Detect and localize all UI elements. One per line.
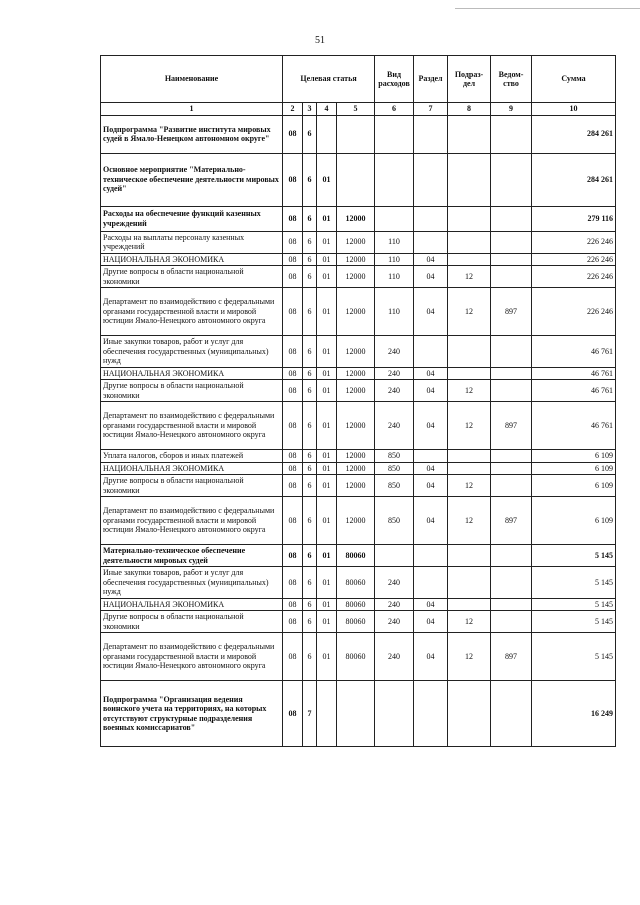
target-code-event: [317, 681, 337, 747]
subsection-code: [448, 367, 491, 380]
expense-type-code: 240: [375, 402, 414, 450]
table-row: [101, 206, 616, 231]
target-code-subprogram: 6: [303, 497, 317, 545]
target-code-event: 01: [317, 567, 337, 599]
target-code-direction: 12000: [337, 206, 375, 231]
section-code: 04: [414, 598, 448, 611]
target-code-subprogram: 6: [303, 462, 317, 475]
expense-type-code: 240: [375, 633, 414, 681]
table-row: [101, 402, 616, 450]
row-name: Другие вопросы в области национальной экономики: [101, 475, 283, 497]
target-code-program: 08: [283, 497, 303, 545]
department-code: [491, 253, 532, 266]
target-code-event: 01: [317, 288, 337, 336]
target-code-subprogram: 6: [303, 380, 317, 402]
row-sum: 5 145: [532, 598, 616, 611]
target-code-subprogram: 6: [303, 611, 317, 633]
table-row: [101, 153, 616, 206]
target-code-program: 08: [283, 206, 303, 231]
expense-type-code: [375, 115, 414, 153]
row-sum: 5 145: [532, 633, 616, 681]
expense-type-code: [375, 681, 414, 747]
target-code-program: 08: [283, 545, 303, 567]
department-code: [491, 380, 532, 402]
target-code-program: 08: [283, 681, 303, 747]
department-code: [491, 567, 532, 599]
target-code-subprogram: 6: [303, 402, 317, 450]
target-code-subprogram: 6: [303, 153, 317, 206]
target-code-program: 08: [283, 633, 303, 681]
target-code-subprogram: 7: [303, 681, 317, 747]
header-sum: Сумма: [532, 56, 616, 103]
row-name: Уплата налогов, сборов и иных платежей: [101, 450, 283, 463]
department-code: [491, 462, 532, 475]
target-code-direction: 12000: [337, 497, 375, 545]
department-code: [491, 681, 532, 747]
row-name: НАЦИОНАЛЬНАЯ ЭКОНОМИКА: [101, 367, 283, 380]
row-sum: 6 109: [532, 475, 616, 497]
table-row: [101, 497, 616, 545]
section-code: 04: [414, 611, 448, 633]
table-row: [101, 598, 616, 611]
row-sum: 226 246: [532, 253, 616, 266]
target-code-subprogram: 6: [303, 206, 317, 231]
target-code-event: 01: [317, 153, 337, 206]
subsection-code: 12: [448, 633, 491, 681]
target-code-direction: 12000: [337, 266, 375, 288]
header-target-article: Целевая статья: [283, 56, 375, 103]
table-row: [101, 567, 616, 599]
department-code: [491, 266, 532, 288]
row-name: Иные закупки товаров, работ и услуг для обеспечения государственных (муниципальных) нужд: [101, 567, 283, 599]
row-name: Департамент по взаимодействию с федеральными органами государственной власти и мировой юстиции Ямало-Ненецкого автономного округа: [101, 402, 283, 450]
section-code: [414, 206, 448, 231]
table-row: [101, 633, 616, 681]
target-code-event: 01: [317, 598, 337, 611]
target-code-program: 08: [283, 336, 303, 368]
target-code-subprogram: 6: [303, 598, 317, 611]
department-code: 897: [491, 633, 532, 681]
target-code-program: 08: [283, 380, 303, 402]
target-code-program: 08: [283, 288, 303, 336]
table-row: [101, 367, 616, 380]
target-code-program: 08: [283, 231, 303, 253]
row-sum: 46 761: [532, 380, 616, 402]
target-code-event: 01: [317, 336, 337, 368]
target-code-subprogram: 6: [303, 367, 317, 380]
target-code-direction: 12000: [337, 253, 375, 266]
target-code-program: 08: [283, 115, 303, 153]
target-code-program: 08: [283, 266, 303, 288]
section-code: [414, 153, 448, 206]
section-code: 04: [414, 475, 448, 497]
column-number: 9: [491, 103, 532, 116]
subsection-code: [448, 253, 491, 266]
section-code: 04: [414, 367, 448, 380]
target-code-event: 01: [317, 545, 337, 567]
table-row: [101, 611, 616, 633]
target-code-direction: 12000: [337, 462, 375, 475]
target-code-direction: 80060: [337, 611, 375, 633]
target-code-subprogram: 6: [303, 545, 317, 567]
row-sum: 284 261: [532, 115, 616, 153]
expense-type-code: 240: [375, 567, 414, 599]
target-code-direction: 12000: [337, 231, 375, 253]
column-number: 1: [101, 103, 283, 116]
table-row: [101, 115, 616, 153]
subsection-code: [448, 336, 491, 368]
header-name: Наименование: [101, 56, 283, 103]
expense-type-code: 110: [375, 288, 414, 336]
expense-type-code: [375, 153, 414, 206]
target-code-subprogram: 6: [303, 336, 317, 368]
section-code: [414, 567, 448, 599]
row-sum: 6 109: [532, 462, 616, 475]
expense-type-code: 240: [375, 367, 414, 380]
row-sum: 6 109: [532, 450, 616, 463]
target-code-subprogram: 6: [303, 253, 317, 266]
subsection-code: 12: [448, 380, 491, 402]
section-code: [414, 545, 448, 567]
expense-type-code: 850: [375, 497, 414, 545]
department-code: [491, 545, 532, 567]
target-code-event: [317, 115, 337, 153]
column-number: 8: [448, 103, 491, 116]
column-number: 6: [375, 103, 414, 116]
subsection-code: 12: [448, 611, 491, 633]
expense-type-code: 850: [375, 462, 414, 475]
target-code-direction: 12000: [337, 402, 375, 450]
section-code: [414, 115, 448, 153]
target-code-event: 01: [317, 497, 337, 545]
row-sum: 279 116: [532, 206, 616, 231]
target-code-event: 01: [317, 462, 337, 475]
target-code-direction: 12000: [337, 336, 375, 368]
target-code-direction: 12000: [337, 380, 375, 402]
target-code-program: 08: [283, 402, 303, 450]
section-code: 04: [414, 497, 448, 545]
row-name: Департамент по взаимодействию с федеральными органами государственной власти и мировой юстиции Ямало-Ненецкого автономного округа: [101, 633, 283, 681]
expense-type-code: 850: [375, 450, 414, 463]
target-code-subprogram: 6: [303, 450, 317, 463]
row-name: НАЦИОНАЛЬНАЯ ЭКОНОМИКА: [101, 253, 283, 266]
section-code: 04: [414, 253, 448, 266]
table-row: [101, 336, 616, 368]
department-code: 897: [491, 497, 532, 545]
column-number: 4: [317, 103, 337, 116]
row-name: Департамент по взаимодействию с федеральными органами государственной власти и мировой юстиции Ямало-Ненецкого автономного округа: [101, 497, 283, 545]
table-row: [101, 475, 616, 497]
target-code-subprogram: 6: [303, 475, 317, 497]
target-code-direction: [337, 681, 375, 747]
row-sum: 284 261: [532, 153, 616, 206]
target-code-subprogram: 6: [303, 633, 317, 681]
row-sum: 226 246: [532, 288, 616, 336]
target-code-event: 01: [317, 367, 337, 380]
target-code-program: 08: [283, 450, 303, 463]
row-name: Основное мероприятие "Материально-техническое обеспечение деятельности мировых судей": [101, 153, 283, 206]
section-code: 04: [414, 402, 448, 450]
department-code: [491, 115, 532, 153]
column-number: 5: [337, 103, 375, 116]
subsection-code: [448, 153, 491, 206]
subsection-code: [448, 598, 491, 611]
subsection-code: [448, 462, 491, 475]
target-code-event: 01: [317, 450, 337, 463]
target-code-subprogram: 6: [303, 266, 317, 288]
table-row: [101, 462, 616, 475]
subsection-code: 12: [448, 475, 491, 497]
top-rule: [455, 8, 640, 9]
target-code-direction: 12000: [337, 367, 375, 380]
subsection-code: 12: [448, 266, 491, 288]
row-name: Другие вопросы в области национальной экономики: [101, 380, 283, 402]
table-row: [101, 266, 616, 288]
expense-type-code: 110: [375, 231, 414, 253]
target-code-direction: 12000: [337, 475, 375, 497]
target-code-event: 01: [317, 231, 337, 253]
row-sum: 5 145: [532, 545, 616, 567]
row-name: Подпрограмма "Организация ведения воинского учета на территориях, на которых отсутствуют структурные подразделения военных комиссариатов": [101, 681, 283, 747]
row-name: Подпрограмма "Развитие института мировых судей в Ямало-Ненецком автономном округе": [101, 115, 283, 153]
row-sum: 46 761: [532, 402, 616, 450]
table-row: [101, 231, 616, 253]
target-code-subprogram: 6: [303, 567, 317, 599]
table-row: [101, 545, 616, 567]
target-code-event: 01: [317, 380, 337, 402]
expense-type-code: 240: [375, 380, 414, 402]
row-name: Другие вопросы в области национальной экономики: [101, 266, 283, 288]
row-sum: 226 246: [532, 266, 616, 288]
target-code-program: 08: [283, 598, 303, 611]
subsection-code: [448, 545, 491, 567]
column-number: 10: [532, 103, 616, 116]
subsection-code: [448, 681, 491, 747]
target-code-program: 08: [283, 367, 303, 380]
row-name: Департамент по взаимодействию с федеральными органами государственной власти и мировой юстиции Ямало-Ненецкого автономного округа: [101, 288, 283, 336]
target-code-direction: 80060: [337, 633, 375, 681]
department-code: [491, 153, 532, 206]
expense-type-code: 240: [375, 611, 414, 633]
column-number: 7: [414, 103, 448, 116]
section-code: 04: [414, 288, 448, 336]
header-subsection: Подраз-дел: [448, 56, 491, 103]
target-code-event: 01: [317, 253, 337, 266]
target-code-subprogram: 6: [303, 231, 317, 253]
target-code-subprogram: 6: [303, 115, 317, 153]
expense-type-code: 850: [375, 475, 414, 497]
subsection-code: 12: [448, 402, 491, 450]
target-code-program: 08: [283, 611, 303, 633]
header-section: Раздел: [414, 56, 448, 103]
row-name: НАЦИОНАЛЬНАЯ ЭКОНОМИКА: [101, 462, 283, 475]
target-code-direction: 80060: [337, 545, 375, 567]
table-row: [101, 450, 616, 463]
department-code: [491, 336, 532, 368]
expense-type-code: 240: [375, 336, 414, 368]
target-code-event: 01: [317, 402, 337, 450]
header-expense-type: Вид расходов: [375, 56, 414, 103]
table-row: [101, 288, 616, 336]
row-sum: 46 761: [532, 367, 616, 380]
target-code-direction: 12000: [337, 288, 375, 336]
department-code: [491, 611, 532, 633]
target-code-event: 01: [317, 475, 337, 497]
department-code: 897: [491, 288, 532, 336]
department-code: [491, 367, 532, 380]
expense-type-code: [375, 206, 414, 231]
target-code-program: 08: [283, 475, 303, 497]
row-name: Расходы на выплаты персоналу казенных учреждений: [101, 231, 283, 253]
expense-type-code: [375, 545, 414, 567]
target-code-direction: 80060: [337, 567, 375, 599]
column-number-row: [101, 103, 616, 116]
target-code-event: 01: [317, 266, 337, 288]
table-row: [101, 681, 616, 747]
table-body: [101, 115, 616, 747]
table-row: [101, 253, 616, 266]
department-code: 897: [491, 402, 532, 450]
expense-type-code: 240: [375, 598, 414, 611]
row-sum: 46 761: [532, 336, 616, 368]
target-code-direction: 12000: [337, 450, 375, 463]
subsection-code: [448, 450, 491, 463]
subsection-code: 12: [448, 497, 491, 545]
target-code-program: 08: [283, 253, 303, 266]
row-sum: 5 145: [532, 611, 616, 633]
target-code-event: 01: [317, 633, 337, 681]
department-code: [491, 598, 532, 611]
header-department: Ведом-ство: [491, 56, 532, 103]
target-code-event: 01: [317, 206, 337, 231]
column-number: 2: [283, 103, 303, 116]
section-code: 04: [414, 266, 448, 288]
header-row: [101, 56, 616, 103]
target-code-program: 08: [283, 567, 303, 599]
budget-table: [100, 55, 616, 747]
department-code: [491, 231, 532, 253]
row-sum: 16 249: [532, 681, 616, 747]
expense-type-code: 110: [375, 266, 414, 288]
row-sum: 226 246: [532, 231, 616, 253]
subsection-code: [448, 115, 491, 153]
section-code: 04: [414, 380, 448, 402]
section-code: [414, 336, 448, 368]
table-row: [101, 380, 616, 402]
subsection-code: 12: [448, 288, 491, 336]
target-code-program: 08: [283, 153, 303, 206]
section-code: [414, 450, 448, 463]
subsection-code: [448, 206, 491, 231]
subsection-code: [448, 567, 491, 599]
row-sum: 6 109: [532, 497, 616, 545]
department-code: [491, 475, 532, 497]
section-code: 04: [414, 462, 448, 475]
section-code: 04: [414, 633, 448, 681]
row-sum: 5 145: [532, 567, 616, 599]
row-name: Расходы на обеспечение функций казенных учреждений: [101, 206, 283, 231]
department-code: [491, 206, 532, 231]
target-code-direction: 80060: [337, 598, 375, 611]
page-number: 51: [315, 35, 325, 46]
section-code: [414, 231, 448, 253]
section-code: [414, 681, 448, 747]
target-code-program: 08: [283, 462, 303, 475]
row-name: Другие вопросы в области национальной экономики: [101, 611, 283, 633]
row-name: Иные закупки товаров, работ и услуг для обеспечения государственных (муниципальных) нужд: [101, 336, 283, 368]
expense-type-code: 110: [375, 253, 414, 266]
target-code-subprogram: 6: [303, 288, 317, 336]
row-name: Материально-техническое обеспечение деятельности мировых судей: [101, 545, 283, 567]
target-code-direction: [337, 115, 375, 153]
subsection-code: [448, 231, 491, 253]
target-code-direction: [337, 153, 375, 206]
department-code: [491, 450, 532, 463]
column-number: 3: [303, 103, 317, 116]
row-name: НАЦИОНАЛЬНАЯ ЭКОНОМИКА: [101, 598, 283, 611]
target-code-event: 01: [317, 611, 337, 633]
